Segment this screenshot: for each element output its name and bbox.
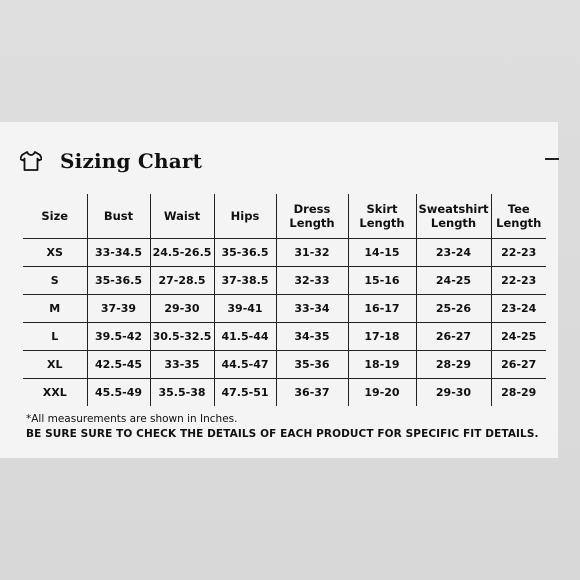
column-header-label: Sweatshirt <box>418 202 489 216</box>
table-row <box>23 351 546 379</box>
measurement-cell: 25-26 <box>416 295 491 323</box>
size-label-cell: S <box>23 267 87 295</box>
measurement-cell: 34-35 <box>276 323 348 351</box>
measurement-cell: 39.5-42 <box>87 323 150 351</box>
column-header <box>276 194 348 239</box>
measurement-cell: 24.5-26.5 <box>150 239 214 267</box>
column-header <box>416 194 491 239</box>
column-header-label: Length <box>430 216 477 230</box>
size-label-cell: M <box>23 295 87 323</box>
size-label-cell: XL <box>23 351 87 379</box>
column-header-label: Tee <box>507 202 530 216</box>
sizing-chart-card <box>0 122 558 458</box>
column-header-label: Waist <box>163 209 201 223</box>
measurement-cell: 32-33 <box>276 267 348 295</box>
measurement-cell: 39-41 <box>214 295 276 323</box>
table-header-row <box>23 194 546 239</box>
measurement-cell: 26-27 <box>491 351 546 379</box>
column-header-label: Length <box>496 216 542 230</box>
measurement-cell: 30.5-32.5 <box>150 323 214 351</box>
measurement-cell: 24-25 <box>416 267 491 295</box>
measurement-cell: 29-30 <box>150 295 214 323</box>
page-title: Sizing Chart <box>60 149 203 173</box>
measurement-cell: 37-39 <box>87 295 150 323</box>
column-header <box>214 194 276 239</box>
measurement-cell: 36-37 <box>276 379 348 407</box>
measurement-cell: 35.5-38 <box>150 379 214 407</box>
measurement-cell: 33-35 <box>150 351 214 379</box>
measurement-cell: 23-24 <box>491 295 546 323</box>
measurement-cell: 29-30 <box>416 379 491 407</box>
size-label-cell: L <box>23 323 87 351</box>
column-header-label: Dress <box>293 202 331 216</box>
measurement-cell: 16-17 <box>348 295 416 323</box>
measurement-cell: 19-20 <box>348 379 416 407</box>
measurement-cell: 17-18 <box>348 323 416 351</box>
measurement-cell: 26-27 <box>416 323 491 351</box>
column-header-label: Hips <box>230 209 260 223</box>
measurement-cell: 28-29 <box>416 351 491 379</box>
measurement-cell: 31-32 <box>276 239 348 267</box>
table-row <box>23 239 546 267</box>
column-header <box>150 194 214 239</box>
measurement-cell: 41.5-44 <box>214 323 276 351</box>
measurement-cell: 18-19 <box>348 351 416 379</box>
table-row <box>23 295 546 323</box>
measurement-note: *All measurements are shown in Inches. <box>26 413 238 425</box>
table-row <box>23 379 546 407</box>
table-body <box>23 239 546 407</box>
measurement-cell: 24-25 <box>491 323 546 351</box>
measurement-cell: 44.5-47 <box>214 351 276 379</box>
measurement-cell: 15-16 <box>348 267 416 295</box>
measurement-cell: 23-24 <box>416 239 491 267</box>
measurement-cell: 42.5-45 <box>87 351 150 379</box>
measurement-cell: 33-34 <box>276 295 348 323</box>
measurement-cell: 22-23 <box>491 239 546 267</box>
t-shirt-icon <box>20 151 42 171</box>
column-header <box>23 194 87 239</box>
fit-details-note: BE SURE SURE TO CHECK THE DETAILS OF EACH PRODUCT FOR SPECIFIC FIT DETAILS. <box>26 428 539 440</box>
measurement-cell: 35-36.5 <box>87 267 150 295</box>
column-header-label: Bust <box>103 209 134 223</box>
measurement-cell: 47.5-51 <box>214 379 276 407</box>
notes <box>26 412 556 442</box>
measurement-cell: 45.5-49 <box>87 379 150 407</box>
measurement-cell: 33-34.5 <box>87 239 150 267</box>
column-header <box>348 194 416 239</box>
table-row <box>23 323 546 351</box>
measurement-cell: 14-15 <box>348 239 416 267</box>
column-header-label: Skirt <box>366 202 398 216</box>
minus-icon[interactable] <box>545 158 559 160</box>
size-label-cell: XS <box>23 239 87 267</box>
table-row <box>23 267 546 295</box>
column-header <box>87 194 150 239</box>
measurement-cell: 28-29 <box>491 379 546 407</box>
measurement-cell: 35-36.5 <box>214 239 276 267</box>
measurement-cell: 27-28.5 <box>150 267 214 295</box>
sizing-table <box>23 194 546 406</box>
size-label-cell: XXL <box>23 379 87 407</box>
column-header-label: Length <box>359 216 405 230</box>
column-header-label: Length <box>289 216 335 230</box>
measurement-cell: 37-38.5 <box>214 267 276 295</box>
sizing-chart-header <box>20 146 540 176</box>
column-header <box>491 194 546 239</box>
measurement-cell: 22-23 <box>491 267 546 295</box>
measurement-cell: 35-36 <box>276 351 348 379</box>
column-header-label: Size <box>41 209 69 223</box>
